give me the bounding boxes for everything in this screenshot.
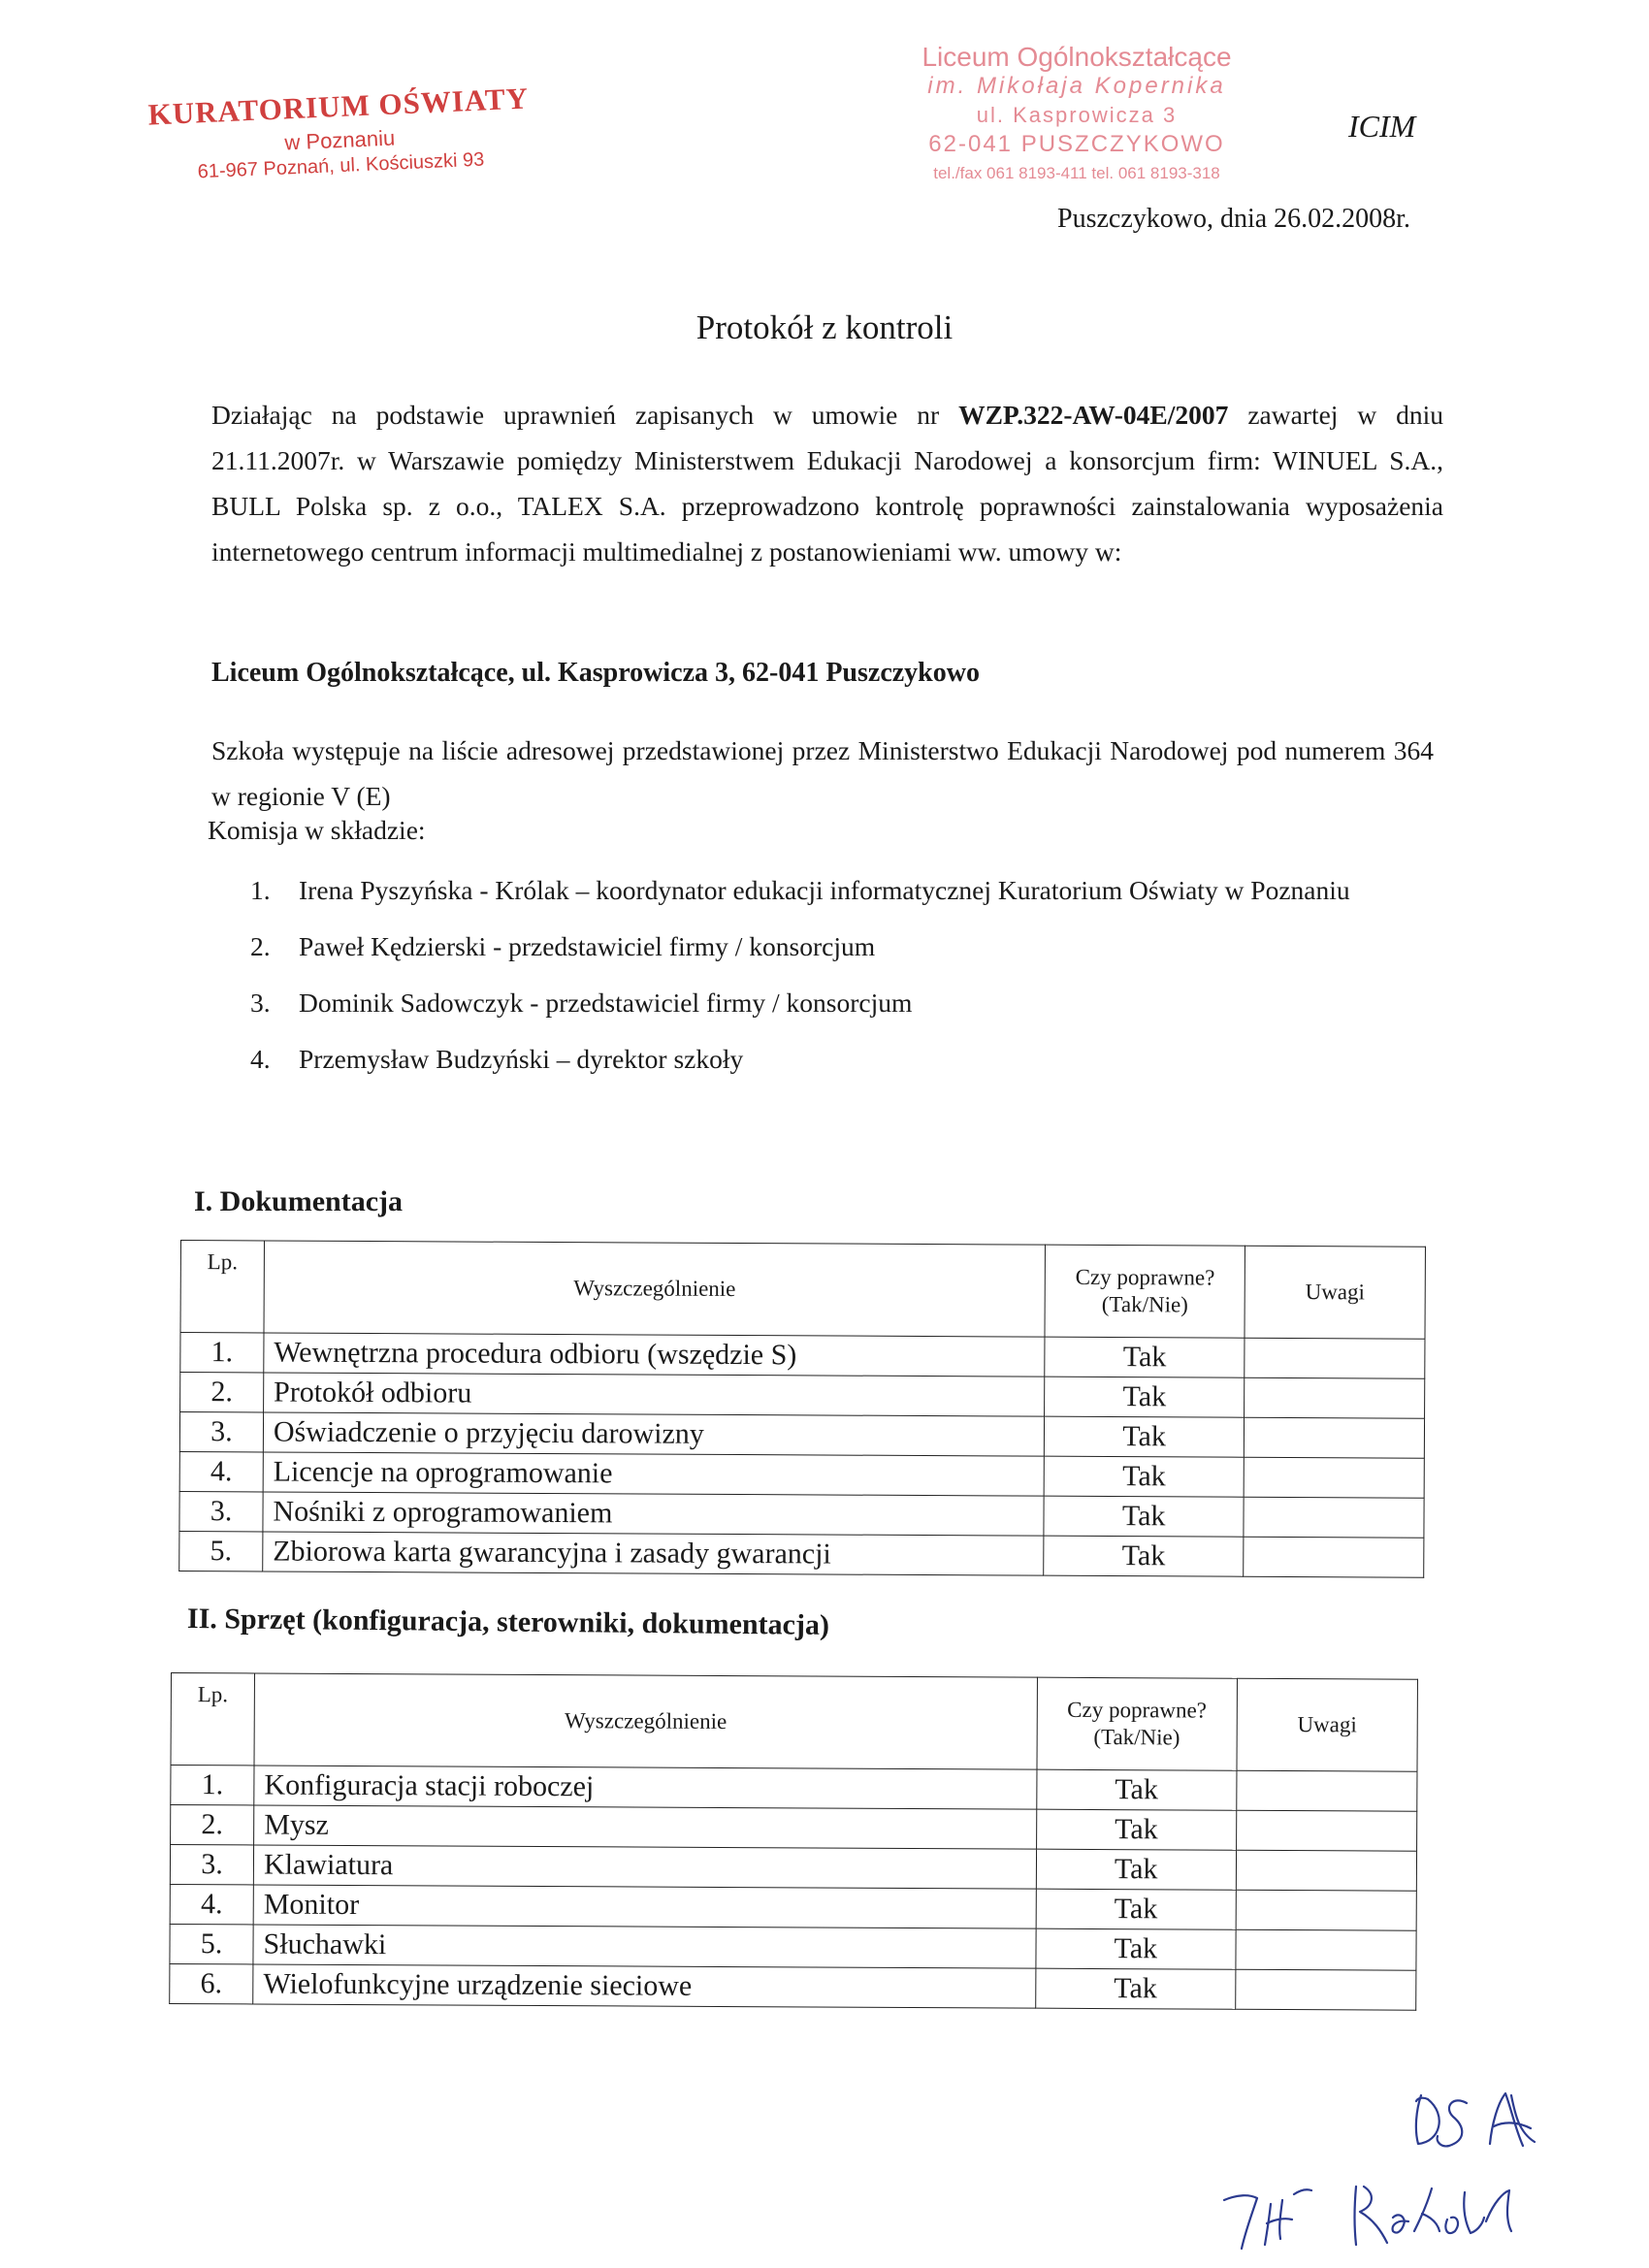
row-notes <box>1244 1417 1424 1458</box>
row-lp: 6. <box>170 1963 253 2003</box>
row-notes <box>1236 1850 1416 1891</box>
document-title: Protokół z kontroli <box>695 308 954 346</box>
stamp-line: tel./fax 061 8193-411 tel. 061 8193-318 <box>933 164 1220 182</box>
row-notes <box>1236 1969 1416 2010</box>
row-item: Konfiguracja stacji roboczej <box>254 1766 1037 1809</box>
table-row <box>170 1963 1416 2010</box>
kuratorium-stamp <box>144 81 535 185</box>
table-row <box>179 1451 1424 1498</box>
commission-list <box>250 869 1434 1094</box>
row-notes <box>1236 1810 1416 1851</box>
header-item: Wyszczególnienie <box>254 1673 1037 1769</box>
member-text: Przemysław Budzyński – dyrektor szkoły <box>299 1044 744 1074</box>
header-lp <box>180 1241 264 1333</box>
header-ok <box>1045 1245 1245 1338</box>
row-lp: 4. <box>170 1884 253 1924</box>
row-item: Mysz <box>254 1805 1037 1849</box>
row-lp: 3. <box>179 1412 263 1452</box>
header-ok <box>1037 1677 1238 1770</box>
row-item: Nośniki z oprogramowaniem <box>263 1492 1045 1536</box>
row-lp: 2. <box>171 1805 254 1845</box>
commission-member <box>250 925 1434 968</box>
table-row <box>170 1884 1416 1930</box>
row-notes <box>1244 1497 1424 1538</box>
row-notes <box>1245 1377 1425 1418</box>
header-ok-sub: (Tak/Nie) <box>1093 1724 1180 1750</box>
row-item: Słuchawki <box>253 1925 1036 1968</box>
member-number: 2. <box>250 931 271 961</box>
row-notes <box>1244 1457 1424 1498</box>
row-lp: 5. <box>170 1924 253 1963</box>
table-row <box>179 1491 1424 1538</box>
table-row <box>179 1531 1424 1577</box>
intro-text-start: Działając na podstawie uprawnień zapisanych w umowie nr <box>211 400 959 430</box>
stamp-line: ul. Kasprowicza 3 <box>976 103 1178 127</box>
row-item: Monitor <box>253 1885 1036 1928</box>
row-lp: 3. <box>179 1491 263 1531</box>
row-notes <box>1245 1338 1425 1378</box>
row-ok: Tak <box>1036 1769 1236 1810</box>
header-lp-text: Lp. <box>207 1249 239 1275</box>
member-text: Paweł Kędzierski - przedstawiciel firmy / konsorcjum <box>299 931 876 961</box>
row-ok: Tak <box>1045 1377 1245 1417</box>
row-ok: Tak <box>1035 1968 1235 2009</box>
row-ok: Tak <box>1036 1849 1236 1890</box>
row-ok: Tak <box>1036 1889 1236 1929</box>
table-row <box>180 1333 1425 1379</box>
row-item: Zbiorowa karta gwarancyjna i zasady gwarancji <box>263 1532 1045 1575</box>
hardware-table <box>169 1672 1418 2011</box>
member-number: 1. <box>250 875 271 905</box>
header-lp-text: Lp. <box>197 1682 229 1707</box>
documentation-table <box>178 1240 1426 1578</box>
commission-member <box>250 982 1434 1024</box>
header-lp <box>171 1673 255 1766</box>
place-date: Puszczykowo, dnia 26.02.2008r. <box>1057 204 1410 234</box>
member-number: 4. <box>250 1044 271 1074</box>
row-lp: 1. <box>180 1333 264 1373</box>
stamp-line: w Poznaniu <box>283 125 396 155</box>
row-item: Klawiatura <box>253 1845 1036 1889</box>
row-lp: 2. <box>180 1373 264 1412</box>
intro-paragraph <box>211 392 1443 574</box>
row-ok: Tak <box>1036 1928 1236 1969</box>
row-ok: Tak <box>1045 1416 1245 1457</box>
row-ok: Tak <box>1036 1809 1236 1850</box>
row-notes <box>1236 1890 1416 1930</box>
header-ok-sub: (Tak/Nie) <box>1101 1291 1188 1317</box>
stamp-line: 61-967 Poznań, ul. Kościuszki 93 <box>197 148 485 183</box>
intro-text-rest: zawartej w dniu 21.11.2007r. w Warszawie pomiędzy Ministerstwem Edukacji Narodowej a konsorcjum firm: WINUEL S.A., BULL Polska sp. z o.o., TALEX S.A. przeprowadzono kontrolę poprawności zainstalowania wyposażenia internetowego centrum informacji multimedialnej z postanowieniami ww. umowy w: <box>211 400 1443 567</box>
member-number: 3. <box>250 988 271 1018</box>
row-lp: 1. <box>171 1766 254 1805</box>
table-row <box>171 1766 1417 1812</box>
school-name: Liceum Ogólnokształcące, ul. Kasprowicza 3, 62-041 Puszczykowo <box>211 658 980 688</box>
commission-member <box>250 869 1434 912</box>
row-ok: Tak <box>1045 1337 1245 1377</box>
row-item: Oświadczenie o przyjęciu darowizny <box>263 1412 1045 1456</box>
row-ok: Tak <box>1044 1496 1244 1537</box>
table-header-row <box>180 1241 1425 1340</box>
commission-member <box>250 1038 1434 1081</box>
row-ok: Tak <box>1044 1536 1244 1576</box>
row-lp: 3. <box>170 1845 253 1885</box>
table-header-row <box>171 1673 1417 1772</box>
row-lp: 4. <box>179 1451 263 1491</box>
header-notes: Uwagi <box>1245 1246 1425 1339</box>
row-ok: Tak <box>1044 1456 1244 1497</box>
commission-label: Komisja w składzie: <box>208 815 426 845</box>
stamp-line: 62-041 PUSZCZYKOWO <box>928 131 1225 157</box>
table-row <box>171 1805 1417 1852</box>
section-title-documentation: I. Dokumentacja <box>194 1185 403 1217</box>
row-item: Protokół odbioru <box>263 1373 1045 1416</box>
school-stamp <box>873 43 1280 188</box>
row-notes <box>1244 1537 1424 1577</box>
table-row <box>170 1845 1416 1892</box>
row-notes <box>1236 1929 1416 1970</box>
header-ok-text: Czy poprawne? <box>1075 1264 1215 1290</box>
handwritten-signatures <box>1203 2086 1571 2260</box>
stamp-line: KURATORIUM OŚWIATY <box>146 81 530 132</box>
document-code: ICIM <box>1348 109 1416 144</box>
header-item: Wyszczególnienie <box>264 1241 1046 1337</box>
contract-number: WZP.322-AW-04E/2007 <box>958 400 1229 430</box>
member-text: Dominik Sadowczyk - przedstawiciel firmy / konsorcjum <box>299 988 913 1018</box>
row-lp: 5. <box>179 1531 263 1571</box>
table-row <box>170 1924 1416 1970</box>
row-item: Wewnętrzna procedura odbioru (wszędzie S) <box>264 1333 1046 1377</box>
row-item: Licencje na oprogramowanie <box>263 1452 1045 1496</box>
header-ok-text: Czy poprawne? <box>1067 1697 1207 1723</box>
stamp-line: im. Mikołaja Kopernika <box>927 73 1226 99</box>
listing-paragraph: Szkoła występuje na liście adresowej przedstawionej przez Ministerstwo Edukacji Narodowej pod numerem 364 w regionie V (E) <box>211 735 1434 811</box>
row-item: Wielofunkcyjne urządzenie sieciowe <box>253 1964 1036 2008</box>
section-title-hardware: II. Sprzęt (konfiguracja, sterowniki, dokumentacja) <box>186 1603 830 1641</box>
stamp-line: Liceum Ogólnokształcące <box>922 42 1232 72</box>
header-notes: Uwagi <box>1237 1678 1418 1771</box>
member-text: Irena Pyszyńska - Królak – koordynator edukacji informatycznej Kuratorium Oświaty w Poznaniu <box>299 875 1350 905</box>
table-row <box>180 1373 1425 1419</box>
row-notes <box>1237 1770 1417 1811</box>
table-row <box>179 1412 1424 1459</box>
